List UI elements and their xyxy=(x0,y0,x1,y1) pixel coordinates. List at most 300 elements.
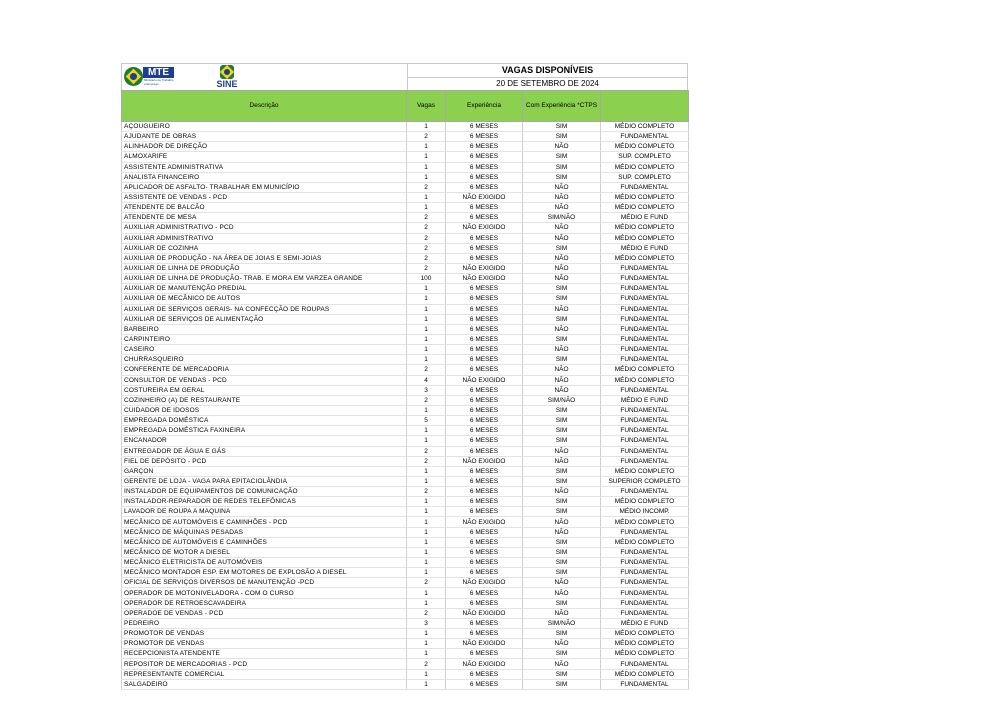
cell-ctps-experience: SIM xyxy=(523,162,601,172)
cell-ctps-experience: SIM xyxy=(523,507,601,517)
cell-vacancies: 1 xyxy=(407,466,446,476)
column-header-description: Descrição xyxy=(122,91,407,122)
cell-education: MÉDIO COMPLETO xyxy=(601,122,689,132)
cell-ctps-experience: NÃO xyxy=(523,456,601,466)
cell-experience: 6 MESES xyxy=(446,588,523,598)
cell-vacancies: 1 xyxy=(407,679,446,689)
table-row xyxy=(122,314,689,324)
table-row xyxy=(122,132,689,142)
cell-education: FUNDAMENTAL xyxy=(601,436,689,446)
cell-experience: 6 MESES xyxy=(446,669,523,679)
cell-education: FUNDAMENTAL xyxy=(601,588,689,598)
cell-vacancies: 1 xyxy=(407,537,446,547)
table-row xyxy=(122,487,689,497)
cell-experience: NÃO EXIGIDO xyxy=(446,223,523,233)
cell-experience: 6 MESES xyxy=(446,416,523,426)
cell-ctps-experience: SIM xyxy=(523,537,601,547)
cell-description: CONSULTOR DE VENDAS - PCD xyxy=(122,375,407,385)
cell-vacancies: 2 xyxy=(407,253,446,263)
cell-experience: 6 MESES xyxy=(446,345,523,355)
cell-experience: 6 MESES xyxy=(446,172,523,182)
cell-description: ANALISTA FINANCEIRO xyxy=(122,172,407,182)
cell-description: REPOSITOR DE MERCADORIAS - PCD xyxy=(122,659,407,669)
cell-vacancies: 1 xyxy=(407,203,446,213)
cell-education: FUNDAMENTAL xyxy=(601,598,689,608)
table-row xyxy=(122,385,689,395)
cell-education: MÉDIO COMPLETO xyxy=(601,497,689,507)
table-row xyxy=(122,345,689,355)
table-row xyxy=(122,476,689,486)
cell-ctps-experience: SIM/NÃO xyxy=(523,213,601,223)
cell-vacancies: 1 xyxy=(407,162,446,172)
cell-vacancies: 2 xyxy=(407,132,446,142)
cell-description: CONFERENTE DE MERCADORIA xyxy=(122,365,407,375)
table-row xyxy=(122,537,689,547)
page-date: 20 DE SETEMBRO DE 2024 xyxy=(496,79,599,88)
table-row xyxy=(122,608,689,618)
table-row xyxy=(122,223,689,233)
cell-description: ASSISTENTE DE VENDAS - PCD xyxy=(122,192,407,202)
cell-vacancies: 1 xyxy=(407,122,446,132)
cell-vacancies: 1 xyxy=(407,324,446,334)
cell-education: MÉDIO INCOMP. xyxy=(601,507,689,517)
cell-vacancies: 1 xyxy=(407,517,446,527)
cell-ctps-experience: SIM xyxy=(523,294,601,304)
cell-experience: NÃO EXIGIDO xyxy=(446,608,523,618)
cell-experience: 6 MESES xyxy=(446,132,523,142)
table-row xyxy=(122,598,689,608)
cell-description: ENCANADOR xyxy=(122,436,407,446)
cell-education: MÉDIO COMPLETO xyxy=(601,253,689,263)
cell-vacancies: 1 xyxy=(407,629,446,639)
cell-description: APLICADOR DE ASFALTO- TRABALHAR EM MUNICÍPIO xyxy=(122,182,407,192)
cell-ctps-experience: SIM xyxy=(523,243,601,253)
table-row xyxy=(122,588,689,598)
cell-description: MECÂNICO DE MOTOR A DIESEL xyxy=(122,547,407,557)
table-row xyxy=(122,192,689,202)
cell-ctps-experience: SIM xyxy=(523,355,601,365)
cell-description: OPERADOR DE RETROESCAVADEIRA xyxy=(122,598,407,608)
cell-description: MECÂNICO DE AUTOMÓVEIS E CAMINHÕES xyxy=(122,537,407,547)
cell-education: FUNDAMENTAL xyxy=(601,284,689,294)
cell-ctps-experience: NÃO xyxy=(523,263,601,273)
cell-ctps-experience: SIM xyxy=(523,405,601,415)
cell-ctps-experience: NÃO xyxy=(523,192,601,202)
cell-ctps-experience: SIM xyxy=(523,629,601,639)
table-row xyxy=(122,122,689,132)
cell-vacancies: 1 xyxy=(407,436,446,446)
cell-vacancies: 1 xyxy=(407,152,446,162)
cell-education: FUNDAMENTAL xyxy=(601,274,689,284)
cell-vacancies: 2 xyxy=(407,456,446,466)
cell-education: FUNDAMENTAL xyxy=(601,679,689,689)
cell-experience: NÃO EXIGIDO xyxy=(446,517,523,527)
table-row xyxy=(122,142,689,152)
sheet-header xyxy=(121,63,688,90)
cell-education: MÉDIO COMPLETO xyxy=(601,203,689,213)
cell-education: FUNDAMENTAL xyxy=(601,385,689,395)
cell-education: MÉDIO COMPLETO xyxy=(601,537,689,547)
table-row xyxy=(122,243,689,253)
cell-ctps-experience: NÃO xyxy=(523,446,601,456)
cell-ctps-experience: NÃO xyxy=(523,274,601,284)
cell-ctps-experience: SIM xyxy=(523,679,601,689)
table-row xyxy=(122,507,689,517)
cell-experience: 6 MESES xyxy=(446,182,523,192)
cell-description: ENTREGADOR DE ÁGUA E GÁS xyxy=(122,446,407,456)
cell-education: FUNDAMENTAL xyxy=(601,324,689,334)
cell-vacancies: 1 xyxy=(407,476,446,486)
cell-description: MECÂNICO ELETRICISTA DE AUTOMÓVEIS xyxy=(122,558,407,568)
cell-vacancies: 1 xyxy=(407,284,446,294)
cell-vacancies: 1 xyxy=(407,547,446,557)
table-row xyxy=(122,558,689,568)
cell-ctps-experience: NÃO xyxy=(523,487,601,497)
cell-education: FUNDAMENTAL xyxy=(601,487,689,497)
cell-vacancies: 1 xyxy=(407,568,446,578)
table-row xyxy=(122,547,689,557)
table-row xyxy=(122,274,689,284)
cell-description: FIEL DE DEPÓSITO - PCD xyxy=(122,456,407,466)
cell-education: FUNDAMENTAL xyxy=(601,182,689,192)
cell-education: SUP. COMPLETO xyxy=(601,172,689,182)
cell-description: ALMOXARIFE xyxy=(122,152,407,162)
cell-description: BARBEIRO xyxy=(122,324,407,334)
cell-education: FUNDAMENTAL xyxy=(601,568,689,578)
cell-description: OFICIAL DE SERVIÇOS DIVERSOS DE MANUTENÇÃO -PCD xyxy=(122,578,407,588)
table-row xyxy=(122,355,689,365)
cell-ctps-experience: NÃO xyxy=(523,588,601,598)
cell-education: MÉDIO COMPLETO xyxy=(601,517,689,527)
cell-experience: 6 MESES xyxy=(446,497,523,507)
cell-ctps-experience: SIM/NÃO xyxy=(523,395,601,405)
cell-experience: 6 MESES xyxy=(446,253,523,263)
table-row xyxy=(122,649,689,659)
cell-experience: 6 MESES xyxy=(446,243,523,253)
cell-vacancies: 1 xyxy=(407,405,446,415)
cell-experience: NÃO EXIGIDO xyxy=(446,375,523,385)
cell-vacancies: 1 xyxy=(407,558,446,568)
cell-education: FUNDAMENTAL xyxy=(601,446,689,456)
cell-experience: 6 MESES xyxy=(446,284,523,294)
cell-vacancies: 2 xyxy=(407,182,446,192)
cell-description: GARÇON xyxy=(122,466,407,476)
cell-experience: NÃO EXIGIDO xyxy=(446,192,523,202)
cell-education: MÉDIO COMPLETO xyxy=(601,142,689,152)
cell-experience: 6 MESES xyxy=(446,426,523,436)
cell-description: OPERADOE DE VENDAS - PCD xyxy=(122,608,407,618)
cell-description: COSTUREIRA EM GERAL xyxy=(122,385,407,395)
cell-description: INSTALADOR DE EQUIPAMENTOS DE COMUNICAÇÃO xyxy=(122,487,407,497)
cell-ctps-experience: SIM xyxy=(523,416,601,426)
cell-experience: 6 MESES xyxy=(446,679,523,689)
cell-education: MÉDIO COMPLETO xyxy=(601,162,689,172)
cell-education: FUNDAMENTAL xyxy=(601,558,689,568)
table-row xyxy=(122,466,689,476)
table-row xyxy=(122,618,689,628)
cell-experience: 6 MESES xyxy=(446,294,523,304)
cell-vacancies: 2 xyxy=(407,487,446,497)
vacancies-table xyxy=(121,90,689,690)
cell-ctps-experience: SIM xyxy=(523,284,601,294)
table-row xyxy=(122,324,689,334)
cell-vacancies: 1 xyxy=(407,527,446,537)
cell-experience: NÃO EXIGIDO xyxy=(446,578,523,588)
cell-description: RECEPCIONISTA ATENDENTE xyxy=(122,649,407,659)
cell-ctps-experience: SIM xyxy=(523,476,601,486)
mte-logo-subtext: Ministério do Trabalho e Emprego xyxy=(144,78,174,86)
cell-ctps-experience: SIM xyxy=(523,122,601,132)
cell-description: OPERADOR DE MOTONIVELADORA - COM O CURSO xyxy=(122,588,407,598)
cell-description: PEDREIRO xyxy=(122,618,407,628)
cell-ctps-experience: NÃO xyxy=(523,375,601,385)
table-row xyxy=(122,263,689,273)
cell-description: PROMOTOR DE VENDAS xyxy=(122,629,407,639)
cell-vacancies: 1 xyxy=(407,334,446,344)
mte-logo xyxy=(124,66,174,87)
cell-education: FUNDAMENTAL xyxy=(601,294,689,304)
cell-experience: 6 MESES xyxy=(446,152,523,162)
cell-description: MECÂNICO MONTADOR ESP. EM MOTORES DE EXPLOSÃO A DIESEL xyxy=(122,568,407,578)
cell-ctps-experience: NÃO xyxy=(523,324,601,334)
cell-ctps-experience: SIM xyxy=(523,466,601,476)
cell-description: AÇOUGUEIRO xyxy=(122,122,407,132)
cell-experience: 6 MESES xyxy=(446,355,523,365)
cell-vacancies: 4 xyxy=(407,375,446,385)
cell-vacancies: 2 xyxy=(407,395,446,405)
table-row xyxy=(122,253,689,263)
cell-education: MÉDIO COMPLETO xyxy=(601,639,689,649)
cell-experience: 6 MESES xyxy=(446,405,523,415)
cell-description: CHURRASQUEIRO xyxy=(122,355,407,365)
table-row xyxy=(122,456,689,466)
cell-description: CARPINTEIRO xyxy=(122,334,407,344)
cell-description: AUXILIAR ADMINISTRATIVO - PCD xyxy=(122,223,407,233)
cell-vacancies: 1 xyxy=(407,294,446,304)
cell-vacancies: 1 xyxy=(407,426,446,436)
sine-logo xyxy=(214,65,240,90)
table-row xyxy=(122,213,689,223)
cell-description: AUXILIAR DE PRODUÇÃO - NA ÁREA DE JOIAS E SEMI-JOIAS xyxy=(122,253,407,263)
cell-education: FUNDAMENTAL xyxy=(601,314,689,324)
cell-ctps-experience: NÃO xyxy=(523,527,601,537)
cell-ctps-experience: NÃO xyxy=(523,385,601,395)
cell-education: FUNDAMENTAL xyxy=(601,547,689,557)
cell-description: CASEIRO xyxy=(122,345,407,355)
cell-experience: 6 MESES xyxy=(446,649,523,659)
cell-ctps-experience: NÃO xyxy=(523,182,601,192)
cell-vacancies: 2 xyxy=(407,578,446,588)
title-block xyxy=(407,64,687,90)
cell-vacancies: 1 xyxy=(407,588,446,598)
cell-education: MÉDIO COMPLETO xyxy=(601,375,689,385)
cell-description: AUXILIAR DE LINHA DE PRODUÇÃO- TRAB. E MORA EM VARZEA GRANDE xyxy=(122,274,407,284)
cell-education: FUNDAMENTAL xyxy=(601,132,689,142)
cell-description: EMPREGADA DOMÉSTICA FAXINEIRA xyxy=(122,426,407,436)
cell-description: ATENDENTE DE MESA xyxy=(122,213,407,223)
cell-education: FUNDAMENTAL xyxy=(601,608,689,618)
cell-experience: 6 MESES xyxy=(446,395,523,405)
cell-education: MÉDIO COMPLETO xyxy=(601,223,689,233)
column-header-education xyxy=(601,91,689,122)
table-row xyxy=(122,365,689,375)
cell-ctps-experience: NÃO xyxy=(523,233,601,243)
cell-ctps-experience: SIM xyxy=(523,649,601,659)
cell-vacancies: 1 xyxy=(407,192,446,202)
cell-experience: 6 MESES xyxy=(446,476,523,486)
table-row xyxy=(122,497,689,507)
cell-vacancies: 1 xyxy=(407,142,446,152)
cell-experience: 6 MESES xyxy=(446,629,523,639)
mte-globe-icon xyxy=(124,67,143,86)
sine-flag-icon xyxy=(220,65,234,79)
cell-ctps-experience: SIM xyxy=(523,598,601,608)
column-header-vacancies: Vagas xyxy=(407,91,446,122)
table-row xyxy=(122,527,689,537)
table-row xyxy=(122,172,689,182)
cell-education: SUP. COMPLETO xyxy=(601,152,689,162)
cell-education: MÉDIO COMPLETO xyxy=(601,233,689,243)
cell-education: MÉDIO COMPLETO xyxy=(601,629,689,639)
sine-logo-text: SINE xyxy=(216,79,238,89)
table-row xyxy=(122,294,689,304)
cell-vacancies: 1 xyxy=(407,304,446,314)
cell-ctps-experience: SIM xyxy=(523,568,601,578)
table-row xyxy=(122,162,689,172)
cell-education: FUNDAMENTAL xyxy=(601,659,689,669)
cell-experience: 6 MESES xyxy=(446,365,523,375)
cell-experience: 6 MESES xyxy=(446,547,523,557)
cell-experience: 6 MESES xyxy=(446,233,523,243)
cell-experience: 6 MESES xyxy=(446,213,523,223)
cell-description: REPRESENTANTE COMERCIAL xyxy=(122,669,407,679)
cell-ctps-experience: NÃO xyxy=(523,365,601,375)
cell-description: AUXILIAR DE MECÂNICO DE AUTOS xyxy=(122,294,407,304)
table-row xyxy=(122,659,689,669)
cell-description: MECÂNICO DE AUTOMÓVEIS E CAMINHÕES - PCD xyxy=(122,517,407,527)
cell-vacancies: 2 xyxy=(407,659,446,669)
cell-vacancies: 1 xyxy=(407,507,446,517)
cell-education: FUNDAMENTAL xyxy=(601,334,689,344)
cell-education: MÉDIO E FUND xyxy=(601,618,689,628)
cell-description: AUXILIAR DE SERVIÇOS GERAIS- NA CONFECÇÃO DE ROUPAS xyxy=(122,304,407,314)
table-row xyxy=(122,436,689,446)
cell-ctps-experience: SIM xyxy=(523,172,601,182)
cell-description: LAVADOR DE ROUPA A MAQUINA xyxy=(122,507,407,517)
cell-experience: 6 MESES xyxy=(446,314,523,324)
table-row xyxy=(122,203,689,213)
cell-experience: 6 MESES xyxy=(446,618,523,628)
cell-education: FUNDAMENTAL xyxy=(601,263,689,273)
cell-education: MÉDIO COMPLETO xyxy=(601,365,689,375)
cell-vacancies: 1 xyxy=(407,172,446,182)
cell-experience: 6 MESES xyxy=(446,598,523,608)
cell-experience: 6 MESES xyxy=(446,334,523,344)
cell-description: ASSISTENTE ADMINISTRATIVA xyxy=(122,162,407,172)
cell-description: AUXILIAR DE LINHA DE PRODUÇÃO xyxy=(122,263,407,273)
cell-ctps-experience: NÃO xyxy=(523,304,601,314)
cell-vacancies: 2 xyxy=(407,365,446,375)
table-row xyxy=(122,182,689,192)
cell-education: FUNDAMENTAL xyxy=(601,426,689,436)
table-row xyxy=(122,446,689,456)
cell-ctps-experience: SIM xyxy=(523,436,601,446)
cell-education: FUNDAMENTAL xyxy=(601,405,689,415)
cell-description: ATENDENTE DE BALCÃO xyxy=(122,203,407,213)
cell-education: FUNDAMENTAL xyxy=(601,416,689,426)
table-row xyxy=(122,568,689,578)
cell-vacancies: 1 xyxy=(407,355,446,365)
cell-vacancies: 3 xyxy=(407,385,446,395)
cell-vacancies: 1 xyxy=(407,669,446,679)
table-row xyxy=(122,629,689,639)
cell-description: INSTALADOR-REPARADOR DE REDES TELEFÔNICAS xyxy=(122,497,407,507)
cell-experience: 6 MESES xyxy=(446,436,523,446)
cell-description: AUXILIAR ADMINISTRATIVO xyxy=(122,233,407,243)
cell-ctps-experience: SIM/NÃO xyxy=(523,618,601,628)
cell-ctps-experience: NÃO xyxy=(523,659,601,669)
cell-experience: 6 MESES xyxy=(446,203,523,213)
cell-vacancies: 2 xyxy=(407,233,446,243)
cell-ctps-experience: SIM xyxy=(523,426,601,436)
cell-education: MÉDIO E FUND xyxy=(601,395,689,405)
cell-vacancies: 100 xyxy=(407,274,446,284)
cell-ctps-experience: NÃO xyxy=(523,517,601,527)
cell-ctps-experience: SIM xyxy=(523,558,601,568)
cell-vacancies: 2 xyxy=(407,213,446,223)
cell-ctps-experience: NÃO xyxy=(523,203,601,213)
cell-ctps-experience: NÃO xyxy=(523,142,601,152)
table-row xyxy=(122,679,689,689)
job-vacancies-sheet xyxy=(121,63,688,690)
table-row xyxy=(122,395,689,405)
cell-vacancies: 1 xyxy=(407,639,446,649)
cell-vacancies: 1 xyxy=(407,314,446,324)
cell-experience: 6 MESES xyxy=(446,446,523,456)
cell-description: EMPREGADA DOMÉSTICA xyxy=(122,416,407,426)
cell-vacancies: 1 xyxy=(407,345,446,355)
table-header-row xyxy=(122,91,689,122)
cell-description: COZINHEIRO (A) DE RESTAURANTE xyxy=(122,395,407,405)
cell-ctps-experience: SIM xyxy=(523,132,601,142)
table-row xyxy=(122,517,689,527)
cell-experience: 6 MESES xyxy=(446,466,523,476)
cell-vacancies: 1 xyxy=(407,497,446,507)
cell-education: MÉDIO E FUND xyxy=(601,243,689,253)
cell-description: AUXILIAR DE COZINHA xyxy=(122,243,407,253)
cell-ctps-experience: SIM xyxy=(523,497,601,507)
cell-experience: 6 MESES xyxy=(446,507,523,517)
cell-education: MÉDIO COMPLETO xyxy=(601,669,689,679)
cell-education: FUNDAMENTAL xyxy=(601,355,689,365)
cell-experience: 6 MESES xyxy=(446,385,523,395)
cell-vacancies: 2 xyxy=(407,263,446,273)
cell-education: MÉDIO COMPLETO xyxy=(601,466,689,476)
cell-experience: 6 MESES xyxy=(446,537,523,547)
cell-education: MÉDIO COMPLETO xyxy=(601,649,689,659)
table-row xyxy=(122,416,689,426)
table-row xyxy=(122,233,689,243)
table-row xyxy=(122,578,689,588)
cell-ctps-experience: NÃO xyxy=(523,345,601,355)
cell-vacancies: 2 xyxy=(407,608,446,618)
cell-ctps-experience: SIM xyxy=(523,669,601,679)
cell-vacancies: 1 xyxy=(407,598,446,608)
logo-area xyxy=(122,64,407,90)
cell-description: AJUDANTE DE OBRAS xyxy=(122,132,407,142)
cell-education: MÉDIO COMPLETO xyxy=(601,192,689,202)
cell-experience: 6 MESES xyxy=(446,304,523,314)
